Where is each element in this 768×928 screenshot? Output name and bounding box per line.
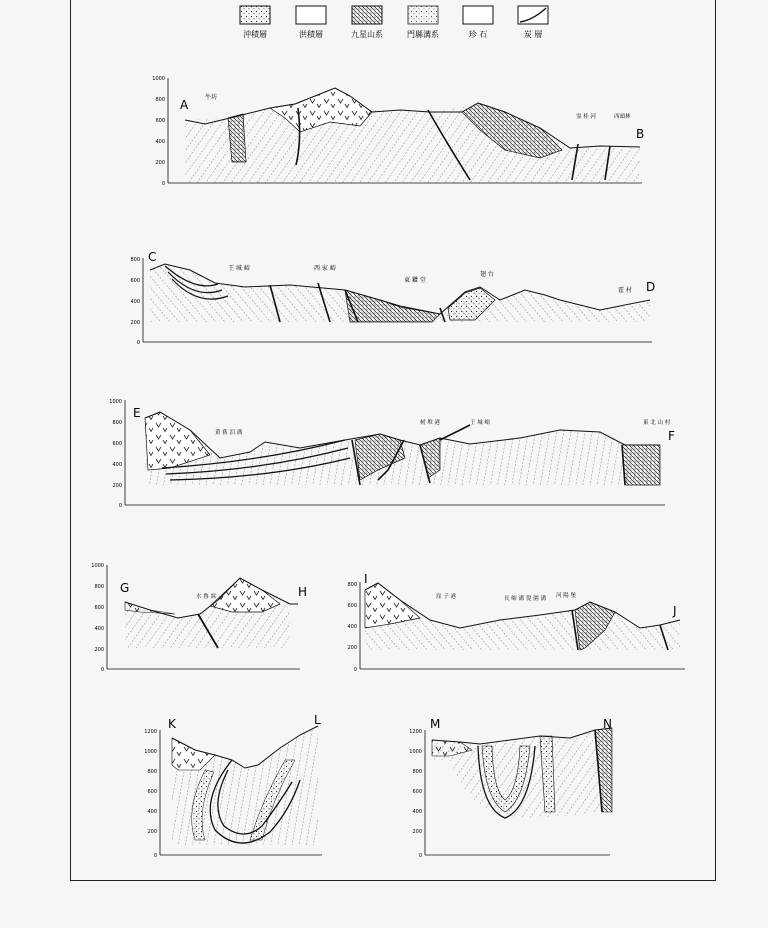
place-label: 西頭林	[614, 114, 631, 120]
tick-label: 200	[130, 320, 140, 326]
legend	[240, 6, 548, 39]
tick-label: 200	[155, 160, 165, 166]
tick-label: 0	[118, 503, 122, 509]
tick-label: 1000	[109, 399, 122, 405]
place-label: 窪 子 港	[436, 594, 456, 600]
place-label: 長 峪 溝	[504, 596, 524, 602]
tick-label: 200	[412, 829, 422, 835]
section-start-label: A	[180, 98, 189, 112]
tick-label: 400	[147, 809, 157, 815]
legend-item-alluvium	[240, 6, 270, 39]
section-start-label: C	[148, 250, 157, 264]
legend-label: 珍 石	[468, 30, 488, 39]
section-ef	[109, 399, 675, 509]
section-kl	[144, 713, 322, 859]
tick-label: 800	[94, 584, 104, 590]
legend-item-monsen	[407, 6, 439, 39]
legend-item-fault	[518, 6, 548, 39]
section-start-label: E	[133, 406, 141, 420]
legend-label: 九星山系	[351, 30, 383, 39]
tick-label: 1200	[144, 729, 157, 735]
place-label: 東 鑽 堂	[404, 277, 426, 284]
section-start-label: M	[430, 717, 441, 731]
tick-label: 600	[155, 118, 165, 124]
tick-label: 0	[161, 181, 165, 187]
section-end-label: D	[646, 280, 656, 294]
tick-label: 800	[155, 97, 165, 103]
place-label: 牛坊	[205, 94, 218, 101]
place-label: 树 堆 港	[420, 420, 440, 426]
legend-item-kuzuryu	[351, 6, 383, 39]
legend-label: 炭 層	[523, 30, 543, 39]
section-gh	[91, 563, 307, 673]
tick-label: 400	[112, 462, 122, 468]
tick-label: 200	[347, 645, 357, 651]
tick-label: 1000	[152, 76, 165, 82]
section-end-label: J	[673, 604, 677, 618]
legend-item-rock	[463, 6, 493, 39]
place-label: 霊 桂 河	[576, 114, 596, 120]
tick-label: 1200	[409, 729, 422, 735]
tick-label: 0	[418, 853, 422, 859]
tick-label: 1000	[144, 749, 157, 755]
kuzuryu-unit	[622, 445, 660, 485]
legend-label: 洪積層	[299, 30, 323, 39]
tick-label: 600	[147, 789, 157, 795]
tick-label: 800	[112, 420, 122, 426]
tick-label: 0	[136, 340, 140, 346]
section-start-label: G	[120, 581, 130, 595]
tick-label: 1000	[91, 563, 104, 569]
section-mn	[409, 717, 612, 859]
tick-label: 800	[130, 257, 140, 263]
tick-label: 600	[347, 603, 357, 609]
tick-label: 1000	[409, 749, 422, 755]
legend-label: 沖積層	[243, 30, 267, 39]
kuzuryu-unit	[345, 290, 440, 322]
section-end-label: N	[603, 717, 612, 731]
tick-label: 600	[412, 789, 422, 795]
section-ab	[152, 76, 644, 187]
place-label: 霍 村	[618, 287, 632, 294]
tick-label: 400	[130, 299, 140, 305]
legend-label: 門縣溝系	[407, 30, 439, 39]
tick-label: 600	[130, 278, 140, 284]
place-label: 水 魯 窩	[196, 594, 216, 600]
section-end-label: B	[636, 127, 645, 141]
place-label: 翅 台	[480, 271, 494, 278]
place-label: 黄 舊 泪 溝	[215, 430, 243, 436]
tick-label: 0	[153, 853, 157, 859]
tick-label: 400	[347, 624, 357, 630]
place-label: 王 城 峪	[470, 420, 490, 426]
tick-label: 600	[112, 441, 122, 447]
tick-label: 200	[94, 647, 104, 653]
strata-hatching	[185, 102, 640, 183]
place-label: 西 家 峪	[314, 265, 336, 272]
place-label: 王 城 峪	[228, 265, 250, 272]
section-end-label: L	[314, 713, 321, 727]
tick-label: 0	[353, 667, 357, 673]
section-start-label: K	[168, 717, 176, 731]
tick-label: 800	[147, 769, 157, 775]
section-end-label: F	[668, 429, 675, 443]
section-cd	[130, 250, 655, 346]
section-start-label: I	[364, 572, 368, 586]
legend-item-diluvium	[296, 6, 326, 39]
tick-label: 400	[94, 626, 104, 632]
tick-label: 600	[94, 605, 104, 611]
place-label: 河 陽 堡	[556, 593, 576, 599]
tick-label: 800	[412, 769, 422, 775]
place-label: 東 北 山 村	[643, 420, 671, 426]
tick-label: 200	[112, 483, 122, 489]
place-label: 髪 園 溝	[526, 596, 546, 602]
section-ij	[347, 572, 685, 673]
tick-label: 400	[412, 809, 422, 815]
tick-label: 800	[347, 582, 357, 588]
tick-label: 200	[147, 829, 157, 835]
tick-label: 400	[155, 139, 165, 145]
tick-label: 0	[100, 667, 104, 673]
strata-hatching	[125, 578, 290, 648]
section-end-label: H	[298, 585, 308, 599]
